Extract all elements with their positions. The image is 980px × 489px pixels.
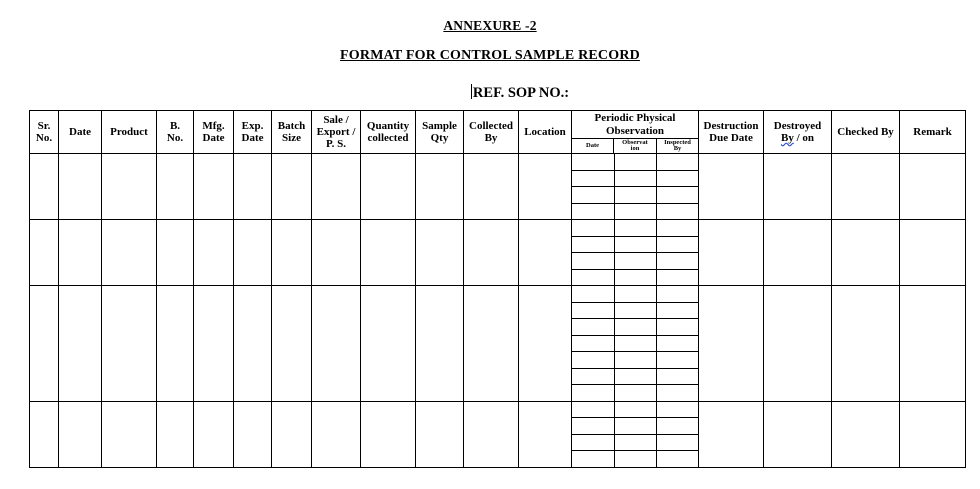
cell-obs-date[interactable] [572,402,614,418]
header-quantity-collected-line2: collected [367,132,409,144]
header-quantity-collected [361,111,416,154]
cell-sample-qty[interactable] [416,220,464,286]
header-obs-date [572,139,614,154]
cell-location[interactable] [519,401,572,467]
header-exp-date-line1: Exp. [241,119,264,132]
cell-obs-inspected-by[interactable] [656,434,698,451]
cell-obs-date[interactable] [572,434,614,451]
header-location [519,111,572,154]
cell-obs-inspected-by[interactable] [656,402,698,418]
cell-location[interactable] [519,286,572,402]
header-obs-observation [614,139,657,154]
cell-product[interactable] [102,401,157,467]
table-row [30,401,966,467]
cell-obs-observation[interactable] [614,203,656,219]
header-sample-qty [416,111,464,154]
cell-obs-date[interactable] [572,352,614,369]
header-collected-by-line1: Collected [469,119,513,132]
header-destroyed-on-word: / on [796,132,815,144]
cell-obs-observation[interactable] [614,335,656,352]
cell-sample-qty[interactable] [416,401,464,467]
cell-obs-observation[interactable] [614,418,656,435]
observation-subrow [572,335,698,352]
cell-collected-by[interactable] [464,220,519,286]
cell-destroyed-by-on[interactable] [764,401,832,467]
observation-subrow [572,451,698,467]
cell-collected-by[interactable] [464,401,519,467]
cell-date[interactable] [59,401,102,467]
header-sale-export-ps [312,111,361,154]
cell-checked-by[interactable] [832,286,900,402]
observation-subrow [572,203,698,219]
header-product [102,111,157,154]
cell-periodic-physical-observation [572,154,699,220]
cell-obs-observation[interactable] [614,402,656,418]
observation-subgrid [572,220,698,285]
observation-subgrid [572,402,698,467]
cell-obs-date[interactable] [572,385,614,401]
observation-subrow [572,170,698,187]
header-batch-size-line1: Batch [277,119,306,132]
cell-destroyed-by-on[interactable] [764,286,832,402]
header-destruction-due-date [699,111,764,154]
header-destroyed-by-on-line1: Destroyed [773,119,822,132]
observation-subrow [572,154,698,170]
cell-b-no[interactable] [157,220,194,286]
cell-obs-observation[interactable] [614,236,656,253]
cell-date[interactable] [59,286,102,402]
header-obs-observation-line2: ion [630,145,640,152]
cell-mfg-date[interactable] [194,401,234,467]
cell-b-no[interactable] [157,154,194,220]
observation-subrow [572,187,698,204]
cell-obs-observation[interactable] [614,451,656,467]
cell-obs-observation[interactable] [614,154,656,170]
header-obs-inspected-by-line2: By [673,145,682,152]
cell-obs-observation[interactable] [614,269,656,285]
header-batch-size [272,111,312,154]
header-sale-export-ps-line3: P. S. [325,138,347,151]
cell-mfg-date[interactable] [194,286,234,402]
cell-periodic-physical-observation [572,401,699,467]
control-sample-record-table [29,110,966,468]
header-batch-size-line2: Size [282,132,301,144]
cell-location[interactable] [519,220,572,286]
observation-subrow [572,368,698,385]
observation-subrow [572,269,698,285]
cell-exp-date[interactable] [234,154,272,220]
cell-obs-inspected-by[interactable] [656,187,698,204]
cell-obs-inspected-by[interactable] [656,368,698,385]
cell-obs-observation[interactable] [614,352,656,369]
cell-obs-observation[interactable] [614,286,656,302]
cell-obs-inspected-by[interactable] [656,385,698,401]
cell-date[interactable] [59,154,102,220]
cell-collected-by[interactable] [464,154,519,220]
cell-location[interactable] [519,154,572,220]
cell-destroyed-by-on[interactable] [764,154,832,220]
cell-obs-observation[interactable] [614,253,656,270]
observation-subrow [572,352,698,369]
cell-quantity-collected[interactable] [361,220,416,286]
cell-checked-by[interactable] [832,154,900,220]
ref-sop-line [0,84,980,102]
table-row [30,154,966,220]
header-sr-no-line2: No. [35,132,53,144]
cell-obs-observation[interactable] [614,170,656,187]
header-mfg-date-line1: Mfg. [202,119,225,132]
header-sale-export-ps-line1: Sale / [323,113,349,126]
cell-b-no[interactable] [157,401,194,467]
annexure-heading-text: ANNEXURE -2 [443,18,537,33]
cell-destroyed-by-on[interactable] [764,220,832,286]
cell-obs-date[interactable] [572,451,614,467]
table-header-row-main [30,111,966,139]
cell-obs-inspected-by[interactable] [656,220,698,236]
header-date-text: Date [69,125,91,138]
cell-quantity-collected[interactable] [361,401,416,467]
cell-obs-observation[interactable] [614,434,656,451]
header-obs-inspected-by-line1: Inspected [664,138,691,146]
cell-obs-observation[interactable] [614,220,656,236]
cell-sr-no[interactable] [30,286,59,402]
observation-subrow [572,286,698,302]
header-mfg-date-line2: Date [202,132,225,144]
cell-remark[interactable] [900,286,966,402]
cell-remark[interactable] [900,154,966,220]
cell-sample-qty[interactable] [416,286,464,402]
annexure-heading [0,18,980,34]
cell-destruction-due-date[interactable] [699,401,764,467]
header-quantity-collected-line1: Quantity [366,119,410,132]
header-ppo-line1: Periodic Physical [594,112,676,125]
header-b-no-line2: No. [166,132,184,144]
cell-destruction-due-date[interactable] [699,154,764,220]
header-location-text: Location [524,125,566,138]
cell-batch-size[interactable] [272,286,312,402]
cell-obs-date[interactable] [572,302,614,319]
header-date [59,111,102,154]
cell-obs-inspected-by[interactable] [656,253,698,270]
cell-batch-size[interactable] [272,154,312,220]
header-mfg-date [194,111,234,154]
observation-subrow [572,385,698,401]
cell-obs-inspected-by[interactable] [656,236,698,253]
format-heading-text: FORMAT FOR CONTROL SAMPLE RECORD [340,48,640,63]
cell-periodic-physical-observation [572,220,699,286]
cell-obs-inspected-by[interactable] [656,269,698,285]
format-heading [0,48,980,64]
cell-obs-inspected-by[interactable] [656,170,698,187]
cell-sample-qty[interactable] [416,154,464,220]
cell-obs-date[interactable] [572,286,614,302]
cell-obs-date[interactable] [572,368,614,385]
header-obs-inspected-by [657,139,699,154]
cell-obs-observation[interactable] [614,319,656,336]
cell-product[interactable] [102,220,157,286]
cell-sale-export-ps[interactable] [312,401,361,467]
cell-periodic-physical-observation [572,286,699,402]
cell-batch-size[interactable] [272,220,312,286]
cell-destruction-due-date[interactable] [699,286,764,402]
cell-obs-date[interactable] [572,335,614,352]
cell-product[interactable] [102,154,157,220]
cell-remark[interactable] [900,401,966,467]
header-collected-by-line2: By [484,132,498,144]
header-sr-no-line1: Sr. [37,119,51,132]
cell-mfg-date[interactable] [194,220,234,286]
cell-obs-inspected-by[interactable] [656,418,698,435]
cell-sale-export-ps[interactable] [312,220,361,286]
header-obs-observation-line1: Observat [622,138,648,146]
cell-product[interactable] [102,286,157,402]
header-checked-by-text: Checked By [837,125,894,138]
header-destruction-due-date-line1: Destruction [703,119,759,132]
cell-obs-inspected-by[interactable] [656,154,698,170]
cell-obs-date[interactable] [572,187,614,204]
observation-subrow [572,402,698,418]
header-periodic-physical-observation [572,111,699,139]
cell-remark[interactable] [900,220,966,286]
observation-subrow [572,236,698,253]
cell-obs-date[interactable] [572,253,614,270]
table-row [30,286,966,402]
cell-obs-inspected-by[interactable] [656,352,698,369]
table-row [30,220,966,286]
cell-date[interactable] [59,220,102,286]
cell-obs-inspected-by[interactable] [656,302,698,319]
header-product-text: Product [110,125,148,138]
cell-exp-date[interactable] [234,401,272,467]
text-cursor [471,84,472,99]
observation-subgrid [572,286,698,401]
cell-sr-no[interactable] [30,220,59,286]
cell-obs-date[interactable] [572,220,614,236]
cell-obs-inspected-by[interactable] [656,286,698,302]
ref-sop-label: REF. SOP NO.: [472,85,570,101]
cell-obs-date[interactable] [572,203,614,219]
cell-collected-by[interactable] [464,286,519,402]
header-obs-date-line1: Date [586,141,599,149]
cell-destruction-due-date[interactable] [699,220,764,286]
header-b-no-line1: B. [169,119,181,132]
header-destroyed-by-on [764,111,832,154]
cell-checked-by[interactable] [832,220,900,286]
observation-subrow [572,434,698,451]
header-sale-export-ps-line2: Export / [316,125,356,138]
cell-obs-date[interactable] [572,319,614,336]
cell-obs-inspected-by[interactable] [656,335,698,352]
header-collected-by [464,111,519,154]
table-body [30,154,966,468]
observation-subrow [572,418,698,435]
header-ppo-line2: Observation [605,124,665,137]
cell-obs-observation[interactable] [614,385,656,401]
header-exp-date-line2: Date [241,132,264,144]
observation-subgrid [572,154,698,219]
cell-quantity-collected[interactable] [361,286,416,402]
header-b-no [157,111,194,154]
cell-obs-date[interactable] [572,154,614,170]
observation-subrow [572,220,698,236]
cell-mfg-date[interactable] [194,154,234,220]
header-sample-qty-line2: Qty [430,132,449,144]
cell-obs-date[interactable] [572,170,614,187]
header-remark-text: Remark [913,125,952,138]
header-destruction-due-date-line2: Due Date [709,132,753,144]
cell-sr-no[interactable] [30,401,59,467]
header-sr-no [30,111,59,154]
observation-subrow [572,302,698,319]
header-remark [900,111,966,154]
header-exp-date [234,111,272,154]
observation-subrow [572,319,698,336]
cell-obs-date[interactable] [572,418,614,435]
cell-obs-inspected-by[interactable] [656,319,698,336]
cell-b-no[interactable] [157,286,194,402]
cell-batch-size[interactable] [272,401,312,467]
cell-obs-date[interactable] [572,236,614,253]
cell-checked-by[interactable] [832,401,900,467]
observation-subrow [572,253,698,270]
cell-sale-export-ps[interactable] [312,154,361,220]
cell-obs-inspected-by[interactable] [656,451,698,467]
header-sample-qty-line1: Sample [422,119,457,132]
cell-sr-no[interactable] [30,154,59,220]
cell-obs-observation[interactable] [614,187,656,204]
cell-obs-observation[interactable] [614,302,656,319]
cell-obs-date[interactable] [572,269,614,285]
cell-exp-date[interactable] [234,220,272,286]
cell-exp-date[interactable] [234,286,272,402]
cell-obs-inspected-by[interactable] [656,203,698,219]
header-destroyed-by-word: By [781,132,794,144]
cell-obs-observation[interactable] [614,368,656,385]
cell-sale-export-ps[interactable] [312,286,361,402]
cell-quantity-collected[interactable] [361,154,416,220]
header-checked-by [832,111,900,154]
